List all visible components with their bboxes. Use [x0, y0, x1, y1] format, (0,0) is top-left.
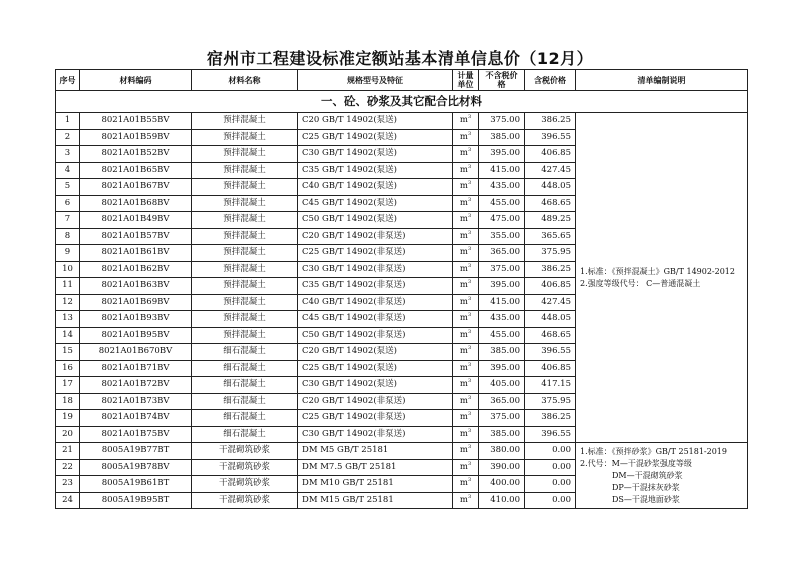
cell-code: 8021A01B52BV	[80, 146, 192, 163]
section-title: 一、砼、砂浆及其它配合比材料	[56, 91, 748, 113]
unit-symbol: m	[459, 115, 468, 126]
cell-price-ex: 410.00	[479, 492, 525, 509]
cell-code: 8021A01B49BV	[80, 212, 192, 229]
header-code: 材料编码	[80, 70, 192, 91]
cell-unit	[453, 377, 479, 394]
cell-unit	[453, 393, 479, 410]
cell-price-ex: 400.00	[479, 476, 525, 493]
unit-superscript: 3	[467, 328, 472, 335]
cell-unit	[453, 245, 479, 262]
cell-name: 干混砌筑砂浆	[192, 492, 298, 509]
unit-superscript: 3	[467, 114, 472, 121]
unit-superscript: 3	[467, 262, 472, 269]
cell-price-ex: 375.00	[479, 113, 525, 130]
cell-price-ex: 435.00	[479, 179, 525, 196]
cell-price-in: 375.95	[525, 393, 576, 410]
unit-superscript: 3	[467, 163, 472, 170]
unit-symbol: m	[459, 247, 468, 258]
cell-unit	[453, 261, 479, 278]
cell-seq: 4	[56, 162, 80, 179]
cell-spec: DM M5 GB/T 25181	[298, 443, 453, 460]
cell-price-ex: 395.00	[479, 360, 525, 377]
cell-spec: C45 GB/T 14902(泵送)	[298, 195, 453, 212]
unit-superscript: 3	[467, 460, 472, 467]
cell-name: 干混砌筑砂浆	[192, 459, 298, 476]
cell-code: 8021A01B68BV	[80, 195, 192, 212]
cell-code: 8005A19B95BT	[80, 492, 192, 509]
cell-price-in: 489.25	[525, 212, 576, 229]
cell-seq: 7	[56, 212, 80, 229]
cell-code: 8005A19B61BT	[80, 476, 192, 493]
header-seq: 序号	[56, 70, 80, 91]
unit-superscript: 3	[467, 427, 472, 434]
cell-spec: C20 GB/T 14902(非泵送)	[298, 393, 453, 410]
cell-price-ex: 415.00	[479, 294, 525, 311]
cell-code: 8021A01B67BV	[80, 179, 192, 196]
unit-superscript: 3	[467, 130, 472, 137]
note-line: 2.强度等级代号： C—普通混凝土	[580, 278, 701, 288]
cell-price-in: 386.25	[525, 261, 576, 278]
cell-unit	[453, 278, 479, 295]
cell-name: 干混砌筑砂浆	[192, 476, 298, 493]
cell-seq: 5	[56, 179, 80, 196]
cell-spec: C50 GB/T 14902(泵送)	[298, 212, 453, 229]
cell-price-ex: 385.00	[479, 129, 525, 146]
unit-superscript: 3	[467, 213, 472, 220]
cell-unit	[453, 195, 479, 212]
cell-price-ex: 390.00	[479, 459, 525, 476]
cell-price-in: 396.55	[525, 426, 576, 443]
cell-seq: 15	[56, 344, 80, 361]
cell-code: 8021A01B63BV	[80, 278, 192, 295]
cell-name: 预拌混凝土	[192, 146, 298, 163]
unit-superscript: 3	[467, 378, 472, 385]
cell-seq: 1	[56, 113, 80, 130]
cell-unit	[453, 146, 479, 163]
unit-superscript: 3	[467, 180, 472, 187]
cell-price-in: 406.85	[525, 278, 576, 295]
cell-price-in: 468.65	[525, 195, 576, 212]
unit-superscript: 3	[467, 444, 472, 451]
cell-unit	[453, 327, 479, 344]
cell-unit	[453, 294, 479, 311]
unit-symbol: m	[459, 428, 468, 439]
cell-price-in: 386.25	[525, 113, 576, 130]
cell-code: 8021A01B73BV	[80, 393, 192, 410]
unit-symbol: m	[459, 148, 468, 159]
table-row	[56, 443, 748, 460]
cell-price-in: 386.25	[525, 410, 576, 427]
cell-price-ex: 475.00	[479, 212, 525, 229]
cell-unit	[453, 311, 479, 328]
cell-price-ex: 355.00	[479, 228, 525, 245]
cell-price-in: 0.00	[525, 492, 576, 509]
cell-code: 8021A01B670BV	[80, 344, 192, 361]
cell-name: 预拌混凝土	[192, 327, 298, 344]
table-row	[56, 113, 748, 130]
cell-seq: 3	[56, 146, 80, 163]
unit-superscript: 3	[467, 246, 472, 253]
unit-symbol: m	[459, 296, 468, 307]
cell-seq: 13	[56, 311, 80, 328]
cell-name: 预拌混凝土	[192, 195, 298, 212]
cell-seq: 17	[56, 377, 80, 394]
unit-symbol: m	[459, 461, 468, 472]
cell-code: 8021A01B75BV	[80, 426, 192, 443]
unit-symbol: m	[459, 197, 468, 208]
cell-name: 预拌混凝土	[192, 179, 298, 196]
cell-code: 8005A19B78BV	[80, 459, 192, 476]
cell-price-ex: 455.00	[479, 195, 525, 212]
cell-price-ex: 395.00	[479, 278, 525, 295]
cell-spec: C20 GB/T 14902(泵送)	[298, 344, 453, 361]
cell-price-ex: 385.00	[479, 426, 525, 443]
cell-unit	[453, 212, 479, 229]
cell-code: 8021A01B62BV	[80, 261, 192, 278]
cell-unit	[453, 360, 479, 377]
cell-name: 预拌混凝土	[192, 228, 298, 245]
unit-superscript: 3	[467, 295, 472, 302]
cell-code: 8021A01B57BV	[80, 228, 192, 245]
header-price-ex: 不含税价 格	[479, 70, 525, 91]
cell-unit	[453, 443, 479, 460]
cell-price-ex: 380.00	[479, 443, 525, 460]
note-line: 1.标准：《预拌混凝土》GB/T 14902-2012	[580, 266, 735, 276]
cell-price-ex: 375.00	[479, 410, 525, 427]
note-mortar	[576, 443, 748, 509]
cell-price-in: 0.00	[525, 476, 576, 493]
cell-spec: C30 GB/T 14902(非泵送)	[298, 261, 453, 278]
cell-spec: DM M7.5 GB/T 25181	[298, 459, 453, 476]
header-name: 材料名称	[192, 70, 298, 91]
cell-price-in: 375.95	[525, 245, 576, 262]
unit-symbol: m	[459, 131, 468, 142]
cell-spec: C35 GB/T 14902(泵送)	[298, 162, 453, 179]
cell-price-in: 448.05	[525, 179, 576, 196]
cell-name: 细石混凝土	[192, 410, 298, 427]
unit-superscript: 3	[467, 361, 472, 368]
unit-superscript: 3	[467, 196, 472, 203]
cell-seq: 9	[56, 245, 80, 262]
note-line: 1.标准：《预拌砂浆》GB/T 25181-2019	[580, 446, 727, 456]
unit-symbol: m	[459, 379, 468, 390]
cell-unit	[453, 344, 479, 361]
cell-name: 细石混凝土	[192, 377, 298, 394]
cell-spec: C40 GB/T 14902(泵送)	[298, 179, 453, 196]
cell-spec: C25 GB/T 14902(泵送)	[298, 129, 453, 146]
cell-spec: C40 GB/T 14902(非泵送)	[298, 294, 453, 311]
cell-code: 8021A01B69BV	[80, 294, 192, 311]
cell-name: 干混砌筑砂浆	[192, 443, 298, 460]
section-row	[56, 91, 748, 113]
cell-code: 8021A01B65BV	[80, 162, 192, 179]
unit-superscript: 3	[467, 477, 472, 484]
cell-price-ex: 375.00	[479, 261, 525, 278]
unit-symbol: m	[459, 214, 468, 225]
cell-spec: DM M10 GB/T 25181	[298, 476, 453, 493]
unit-superscript: 3	[467, 345, 472, 352]
cell-price-ex: 415.00	[479, 162, 525, 179]
table-body	[56, 91, 748, 509]
unit-superscript: 3	[467, 411, 472, 418]
price-table	[55, 69, 748, 509]
cell-seq: 20	[56, 426, 80, 443]
cell-code: 8021A01B55BV	[80, 113, 192, 130]
header-note: 清单编制说明	[576, 70, 748, 91]
unit-symbol: m	[459, 445, 468, 456]
cell-code: 8021A01B95BV	[80, 327, 192, 344]
cell-name: 预拌混凝土	[192, 212, 298, 229]
cell-name: 预拌混凝土	[192, 294, 298, 311]
cell-unit	[453, 492, 479, 509]
cell-unit	[453, 228, 479, 245]
cell-seq: 8	[56, 228, 80, 245]
cell-name: 预拌混凝土	[192, 245, 298, 262]
cell-unit	[453, 476, 479, 493]
cell-spec: C30 GB/T 14902(非泵送)	[298, 426, 453, 443]
header-unit: 计量单位	[453, 70, 479, 91]
cell-spec: C25 GB/T 14902(泵送)	[298, 360, 453, 377]
unit-symbol: m	[459, 230, 468, 241]
cell-seq: 23	[56, 476, 80, 493]
cell-spec: C25 GB/T 14902(非泵送)	[298, 410, 453, 427]
cell-price-in: 468.65	[525, 327, 576, 344]
cell-price-ex: 365.00	[479, 245, 525, 262]
cell-unit	[453, 129, 479, 146]
unit-symbol: m	[459, 478, 468, 489]
note-concrete	[576, 113, 748, 443]
cell-code: 8021A01B93BV	[80, 311, 192, 328]
unit-symbol: m	[459, 329, 468, 340]
cell-seq: 11	[56, 278, 80, 295]
cell-price-in: 448.05	[525, 311, 576, 328]
cell-code: 8021A01B71BV	[80, 360, 192, 377]
unit-superscript: 3	[467, 312, 472, 319]
cell-unit	[453, 459, 479, 476]
unit-superscript: 3	[467, 493, 472, 500]
cell-seq: 22	[56, 459, 80, 476]
cell-seq: 16	[56, 360, 80, 377]
cell-price-in: 396.55	[525, 129, 576, 146]
cell-unit	[453, 410, 479, 427]
cell-seq: 18	[56, 393, 80, 410]
cell-price-ex: 455.00	[479, 327, 525, 344]
cell-name: 预拌混凝土	[192, 162, 298, 179]
cell-code: 8021A01B72BV	[80, 377, 192, 394]
note-line: DS—干混地面砂浆	[612, 494, 680, 504]
cell-price-in: 0.00	[525, 459, 576, 476]
page-title: 宿州市工程建设标准定额站基本清单信息价（12月）	[206, 49, 594, 68]
cell-price-in: 427.45	[525, 162, 576, 179]
cell-seq: 6	[56, 195, 80, 212]
cell-price-in: 365.65	[525, 228, 576, 245]
cell-unit	[453, 162, 479, 179]
cell-name: 细石混凝土	[192, 393, 298, 410]
cell-name: 预拌混凝土	[192, 278, 298, 295]
cell-spec: C50 GB/T 14902(非泵送)	[298, 327, 453, 344]
unit-symbol: m	[459, 181, 468, 192]
cell-price-in: 406.85	[525, 146, 576, 163]
cell-price-in: 406.85	[525, 360, 576, 377]
cell-spec: C45 GB/T 14902(非泵送)	[298, 311, 453, 328]
note-line: 2.代号：M—干混砂浆强度等级	[580, 458, 692, 468]
unit-symbol: m	[459, 494, 468, 505]
cell-code: 8005A19B77BT	[80, 443, 192, 460]
cell-price-in: 417.15	[525, 377, 576, 394]
cell-seq: 24	[56, 492, 80, 509]
cell-unit	[453, 179, 479, 196]
unit-superscript: 3	[467, 229, 472, 236]
cell-unit	[453, 113, 479, 130]
unit-symbol: m	[459, 164, 468, 175]
cell-price-ex: 395.00	[479, 146, 525, 163]
cell-price-ex: 385.00	[479, 344, 525, 361]
unit-symbol: m	[459, 412, 468, 423]
cell-code: 8021A01B61BV	[80, 245, 192, 262]
header-row	[56, 70, 748, 91]
cell-name: 预拌混凝土	[192, 261, 298, 278]
cell-seq: 21	[56, 443, 80, 460]
cell-seq: 10	[56, 261, 80, 278]
unit-superscript: 3	[467, 279, 472, 286]
cell-spec: C30 GB/T 14902(泵送)	[298, 146, 453, 163]
cell-seq: 2	[56, 129, 80, 146]
note-line: DM—干混砌筑砂浆	[612, 470, 683, 480]
unit-symbol: m	[459, 313, 468, 324]
unit-superscript: 3	[467, 147, 472, 154]
cell-spec: C30 GB/T 14902(泵送)	[298, 377, 453, 394]
cell-spec: DM M15 GB/T 25181	[298, 492, 453, 509]
cell-seq: 19	[56, 410, 80, 427]
cell-name: 细石混凝土	[192, 344, 298, 361]
unit-symbol: m	[459, 263, 468, 274]
cell-price-ex: 405.00	[479, 377, 525, 394]
note-line: DP—干混抹灰砂浆	[612, 482, 680, 492]
cell-spec: C20 GB/T 14902(非泵送)	[298, 228, 453, 245]
cell-code: 8021A01B59BV	[80, 129, 192, 146]
cell-name: 预拌混凝土	[192, 129, 298, 146]
cell-spec: C25 GB/T 14902(非泵送)	[298, 245, 453, 262]
unit-symbol: m	[459, 280, 468, 291]
cell-name: 预拌混凝土	[192, 113, 298, 130]
header-spec: 规格型号及特征	[298, 70, 453, 91]
cell-seq: 12	[56, 294, 80, 311]
cell-name: 细石混凝土	[192, 426, 298, 443]
unit-superscript: 3	[467, 394, 472, 401]
cell-price-in: 0.00	[525, 443, 576, 460]
cell-name: 预拌混凝土	[192, 311, 298, 328]
cell-seq: 14	[56, 327, 80, 344]
cell-spec: C20 GB/T 14902(泵送)	[298, 113, 453, 130]
unit-symbol: m	[459, 395, 468, 406]
cell-price-ex: 365.00	[479, 393, 525, 410]
unit-symbol: m	[459, 346, 468, 357]
cell-price-ex: 435.00	[479, 311, 525, 328]
cell-spec: C35 GB/T 14902(非泵送)	[298, 278, 453, 295]
header-price-in: 含税价格	[525, 70, 576, 91]
cell-code: 8021A01B74BV	[80, 410, 192, 427]
cell-price-in: 396.55	[525, 344, 576, 361]
cell-unit	[453, 426, 479, 443]
cell-price-in: 427.45	[525, 294, 576, 311]
unit-symbol: m	[459, 362, 468, 373]
cell-name: 细石混凝土	[192, 360, 298, 377]
